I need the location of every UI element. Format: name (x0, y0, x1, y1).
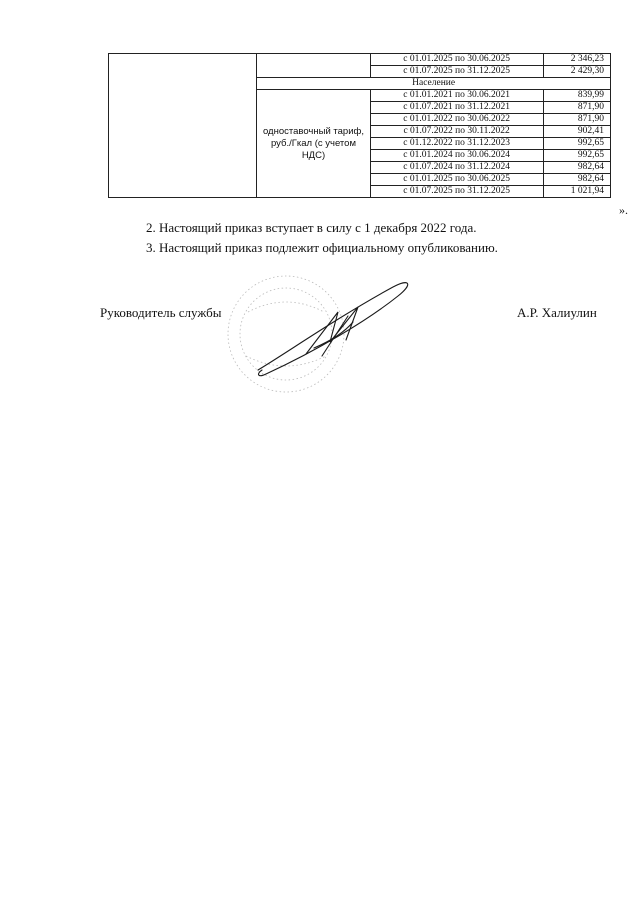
group-cell (109, 54, 257, 198)
value-cell: 902,41 (543, 126, 611, 138)
period-cell: с 01.07.2024 по 31.12.2024 (370, 162, 543, 174)
tariff-label: одноставочный тариф, руб./Гкал (с учетом НДС) (257, 90, 370, 198)
table-row (109, 54, 611, 66)
period-cell: с 01.07.2025 по 31.12.2025 (370, 186, 543, 198)
period-cell: с 01.01.2025 по 30.06.2025 (370, 174, 543, 186)
period-cell: с 01.12.2022 по 31.12.2023 (370, 138, 543, 150)
value-cell: 982,64 (543, 162, 611, 174)
period-cell: с 01.07.2021 по 31.12.2021 (370, 102, 543, 114)
paragraph-2: 2. Настоящий приказ вступает в силу с 1 декабря 2022 года. (146, 220, 477, 235)
tariff-table (108, 53, 611, 198)
handwritten-signature (258, 283, 408, 376)
value-cell: 992,65 (543, 138, 611, 150)
value-cell: 1 021,94 (543, 186, 611, 198)
value-cell: 982,64 (543, 174, 611, 186)
value-cell: 2 346,23 (543, 54, 611, 66)
paragraph-3: 3. Настоящий приказ подлежит официальному опубликованию. (146, 240, 498, 255)
value-cell: 871,90 (543, 102, 611, 114)
period-cell: с 01.01.2025 по 30.06.2025 (370, 54, 543, 66)
period-cell: с 01.01.2021 по 30.06.2021 (370, 90, 543, 102)
period-cell: с 01.07.2022 по 30.11.2022 (370, 126, 543, 138)
value-cell: 992,65 (543, 150, 611, 162)
value-cell: 839,99 (543, 90, 611, 102)
tariff-cell-top (257, 54, 370, 78)
signatory-name: А.Р. Халиулин (517, 305, 597, 320)
period-cell: с 01.01.2022 по 30.06.2022 (370, 114, 543, 126)
value-cell: 2 429,30 (543, 66, 611, 78)
closing-quote: ». (619, 203, 628, 217)
section-title: Население (257, 78, 611, 90)
stamp-signature-image (218, 272, 418, 402)
signatory-title: Руководитель службы (100, 305, 222, 320)
stamp-seal (228, 276, 344, 392)
period-cell: с 01.01.2024 по 30.06.2024 (370, 150, 543, 162)
period-cell: с 01.07.2025 по 31.12.2025 (370, 66, 543, 78)
value-cell: 871,90 (543, 114, 611, 126)
